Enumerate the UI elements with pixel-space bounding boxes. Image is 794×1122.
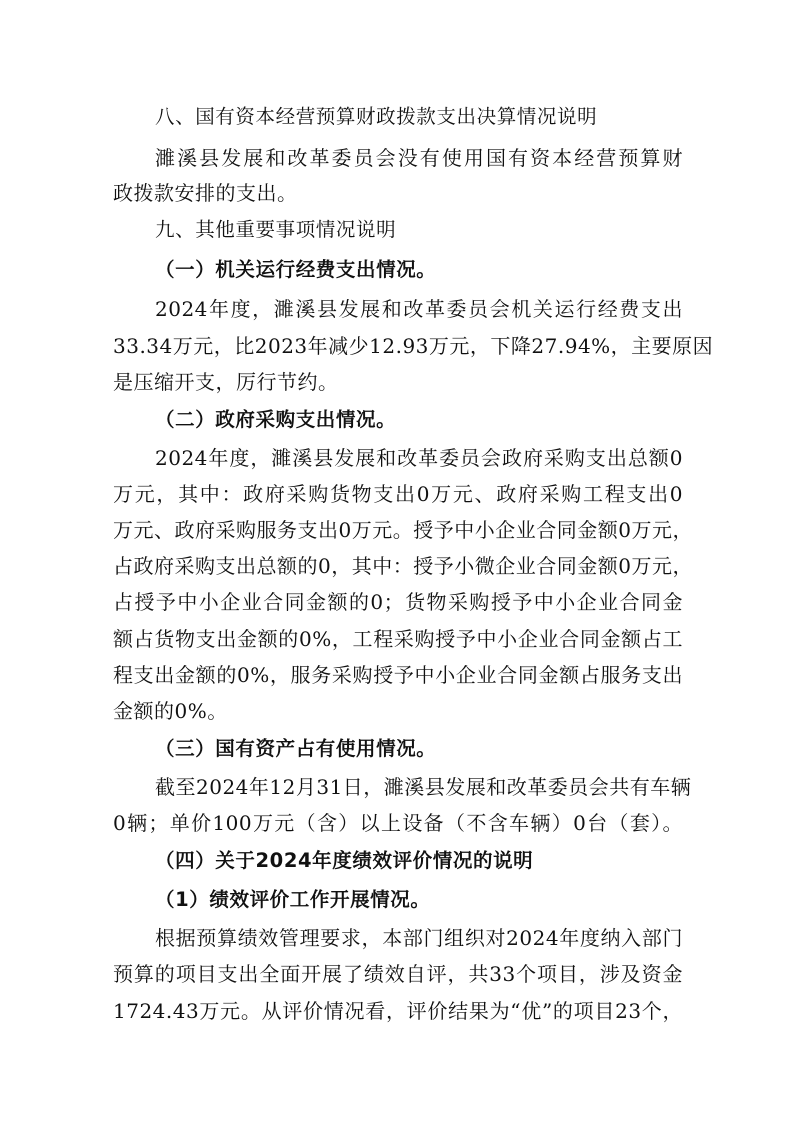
subsection-heading-3: （三）国有资产占有使用情况。 [155,737,437,760]
section-heading-9: 九、其他重要事项情况说明 [155,218,397,241]
paragraph-line: 濉溪县发展和改革委员会没有使用国有资本经营预算财 [155,146,683,170]
subsection-heading-4-1: （1）绩效评价工作开展情况。 [155,888,431,911]
paragraph-line: 截至2024年12月31日，濉溪县发展和改革委员会共有车辆 [155,775,692,799]
paragraph-line: 金额的0%。 [113,699,228,723]
paragraph-line: 2024年度，濉溪县发展和改革委员会机关运行经费支出 [155,297,683,321]
section-heading-8: 八、国有资本经营预算财政拨款支出决算情况说明 [155,105,598,128]
paragraph-line: 是压缩开支，厉行节约。 [113,370,339,394]
paragraph-line: 根据预算绩效管理要求，本部门组织对2024年度纳入部门 [155,926,683,950]
paragraph-line: 占政府采购支出总额的0，其中：授予小微企业合同金额0万元， [113,554,693,578]
subsection-heading-1: （一）机关运行经费支出情况。 [155,258,437,281]
paragraph-line: 预算的项目支出全面开展了绩效自评，共33个项目，涉及资金 [113,962,683,986]
paragraph-line: 0辆；单价100万元（含）以上设备（不含车辆）0台（套）。 [113,811,683,835]
paragraph-line: 程支出金额的0%，服务采购授予中小企业合同金额占服务支出 [113,663,683,687]
paragraph-line: 占授予中小企业合同金额的0；货物采购授予中小企业合同金 [113,590,683,614]
subsection-heading-4: （四）关于2024年度绩效评价情况的说明 [155,849,534,872]
subsection-heading-2: （二）政府采购支出情况。 [155,408,397,431]
paragraph-line: 政拨款安排的支出。 [113,181,298,205]
paragraph-line: 万元、政府采购服务支出0万元。授予中小企业合同金额0万元， [113,518,693,542]
paragraph-line: 1724.43万元。从评价情况看，评价结果为“优”的项目23个， [113,999,683,1023]
paragraph-line: 万元，其中：政府采购货物支出0万元、政府采购工程支出0 [113,482,683,506]
paragraph-line: 额占货物支出金额的0%，工程采购授予中小企业合同金额占工 [113,627,683,651]
paragraph-line: 33.34万元，比2023年减少12.93万元，下降27.94%，主要原因 [113,334,714,358]
paragraph-line: 2024年度，濉溪县发展和改革委员会政府采购支出总额0 [155,446,683,470]
